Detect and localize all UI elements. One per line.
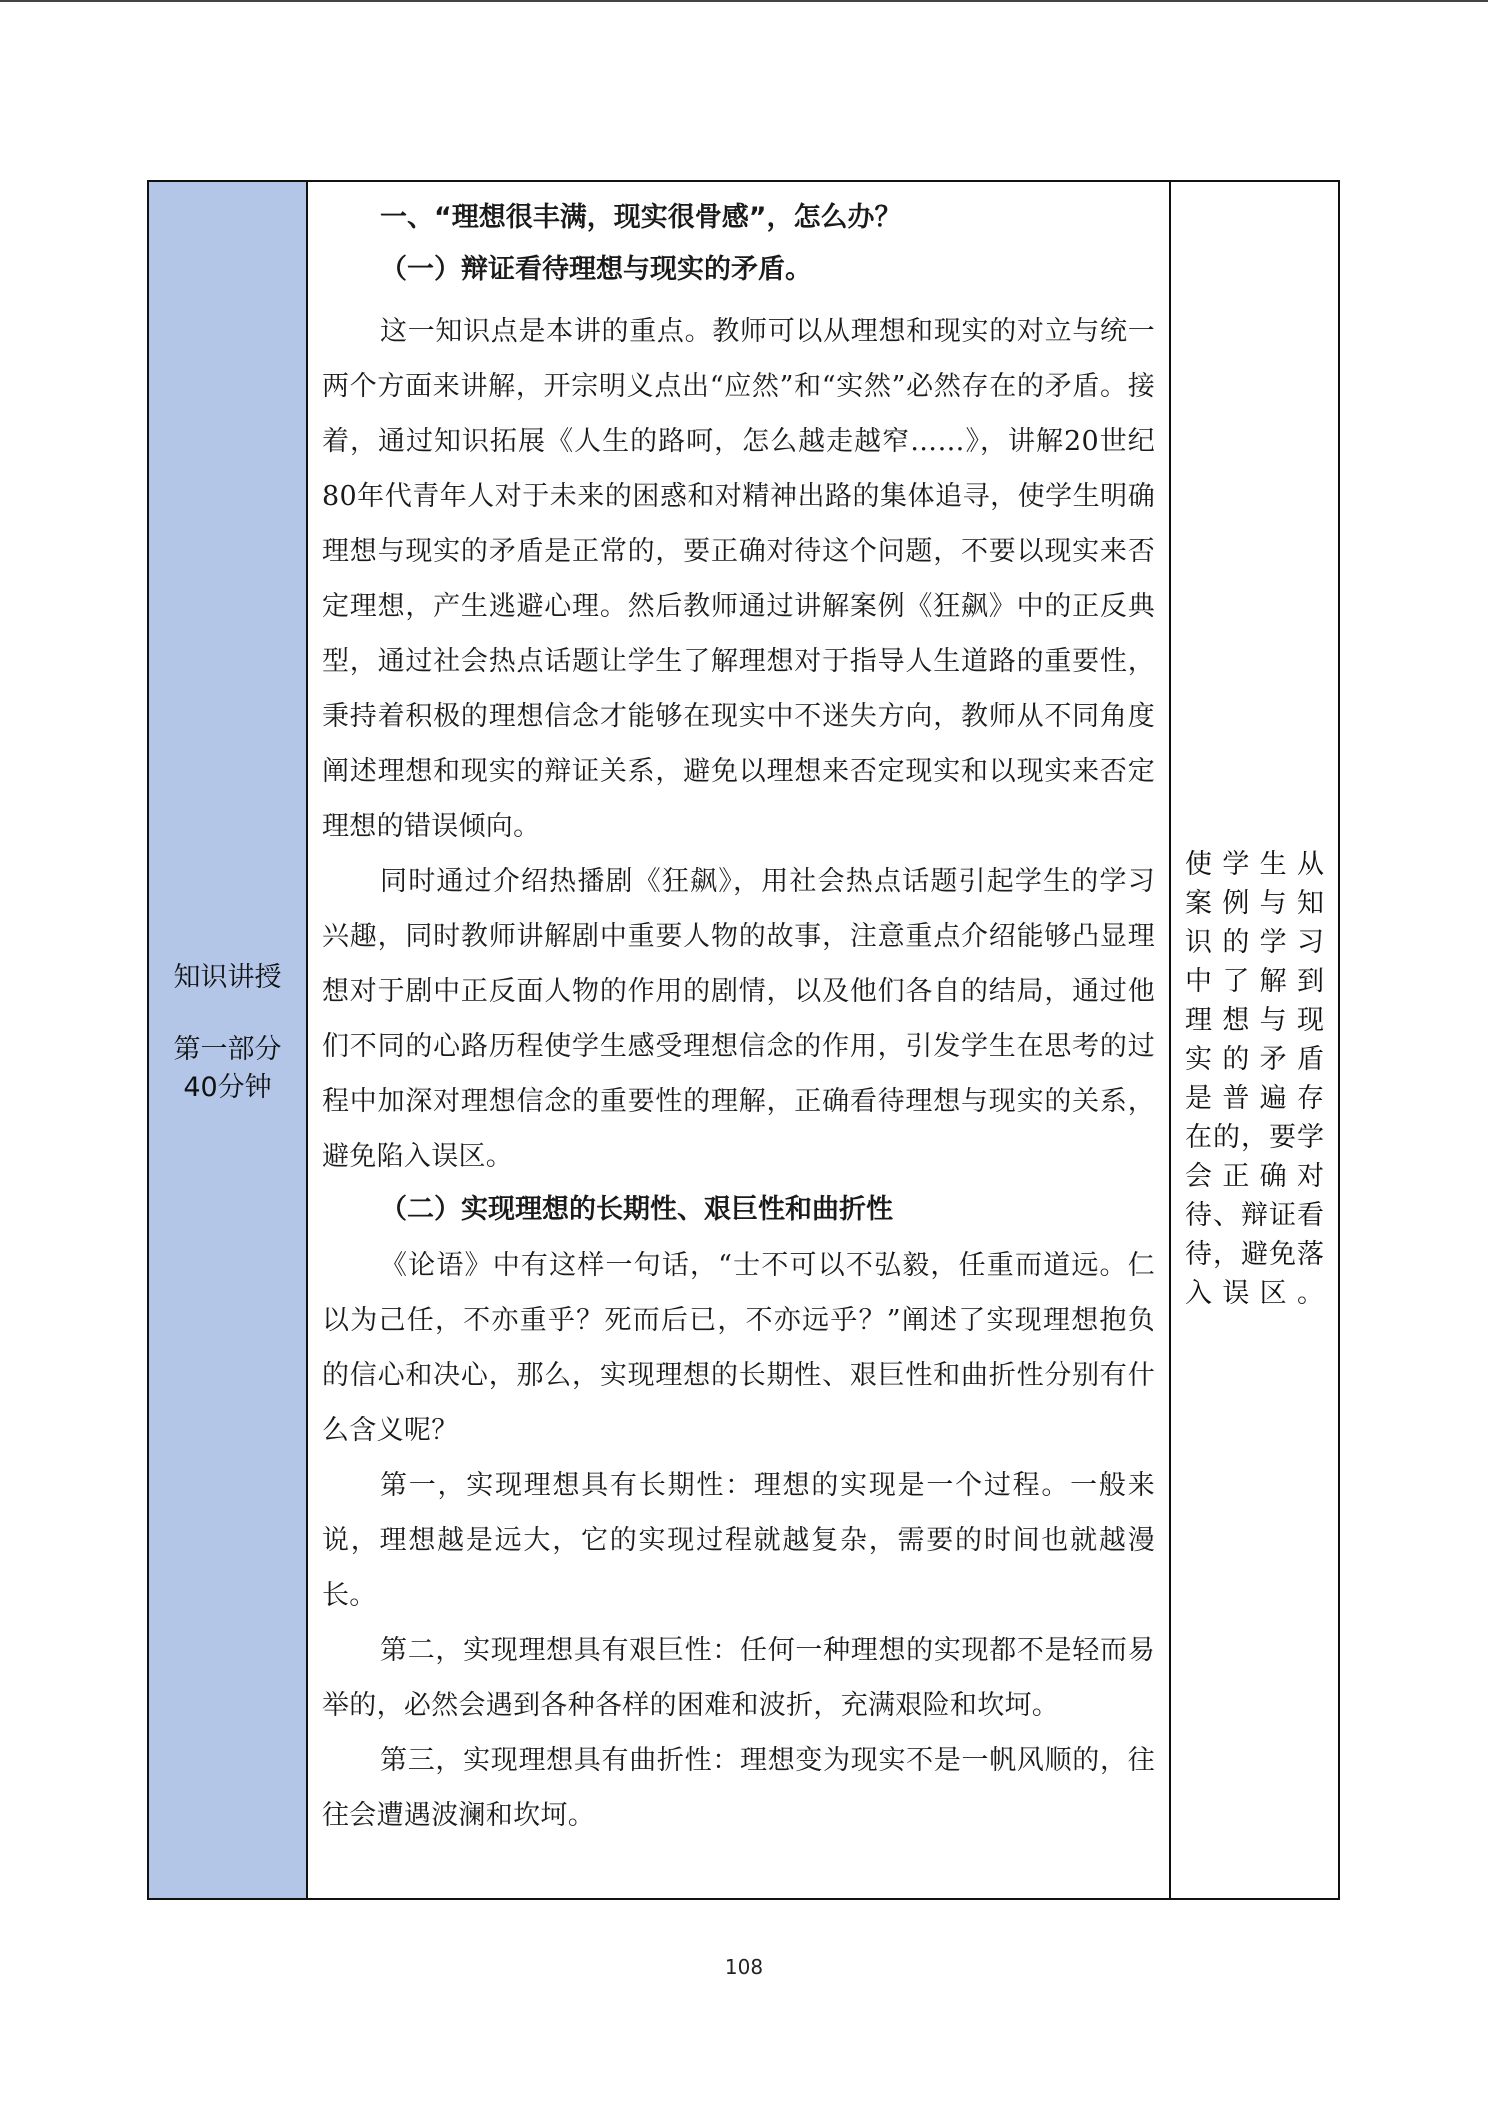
design-intent-text xyxy=(1185,845,1324,1313)
intent-line: 中了解到 xyxy=(1185,966,1324,997)
intent-line: 理想与现 xyxy=(1185,1005,1324,1036)
intent-line: 待、辩证看 xyxy=(1185,1200,1324,1231)
content-paragraph: 第二，实现理想具有艰巨性：任何一种理想的实现都不是轻而易举的，必然会遇到各种各样的困难和波折，充满艰险和坎坷。 xyxy=(322,1635,1155,1721)
section-heading: 一、“理想很丰满，现实很骨感”，怎么办？ xyxy=(380,202,902,233)
top-border-rule xyxy=(0,0,1488,2)
intent-line: 在的，要学 xyxy=(1185,1122,1324,1153)
teaching-stage-label xyxy=(149,959,306,1107)
intent-line: 入误区。 xyxy=(1185,1278,1324,1309)
intent-line: 是普遍存 xyxy=(1185,1083,1324,1114)
teaching-content-column xyxy=(308,182,1171,1898)
teaching-stage-column xyxy=(149,182,308,1898)
stage-duration: 40分钟 xyxy=(183,1072,272,1103)
intent-line: 识的学习 xyxy=(1185,927,1324,958)
intent-line: 案例与知 xyxy=(1185,888,1324,919)
design-intent-column xyxy=(1171,182,1338,1898)
content-paragraph: 同时通过介绍热播剧《狂飙》，用社会热点话题引起学生的学习兴趣，同时教师讲解剧中重要人物的故事，注意重点介绍能够凸显理想对于剧中正反面人物的作用的剧情，以及他们各自的结局，通过他们不同的心路历程使学生感受理想信念的作用，引发学生在思考的过程中加深对理想信念的重要性的理解，正确看待理想与现实的关系，避免陷入误区。 xyxy=(322,866,1155,1172)
intent-line: 待，避免落 xyxy=(1185,1239,1324,1270)
stage-part: 第一部分 xyxy=(173,1034,282,1065)
content-paragraph: 第三，实现理想具有曲折性：理想变为现实不是一帆风顺的，往往会遭遇波澜和坎坷。 xyxy=(322,1745,1155,1831)
intent-line: 实的矛盾 xyxy=(1185,1044,1324,1075)
intent-line: 会正确对 xyxy=(1185,1161,1324,1192)
page-number: 108 xyxy=(724,1955,764,1979)
content-paragraph: 这一知识点是本讲的重点。教师可以从理想和现实的对立与统一两个方面来讲解，开宗明义点出“应然”和“实然”必然存在的矛盾。接着，通过知识拓展《人生的路呵，怎么越走越窄……》，讲解20世纪80年代青年人对于未来的困惑和对精神出路的集体追寻，使学生明确理想与现实的矛盾是正常的，要正确对待这个问题，不要以现实来否定理想，产生逃避心理。然后教师通过讲解案例《狂飙》中的正反典型，通过社会热点话题让学生了解理想对于指导人生道路的重要性，秉持着积极的理想信念才能够在现实中不迷失方向，教师从不同角度阐述理想和现实的辩证关系，避免以理想来否定现实和以现实来否定理想的错误倾向。 xyxy=(322,316,1155,842)
content-paragraph: 第一，实现理想具有长期性：理想的实现是一个过程。一般来说，理想越是远大，它的实现过程就越复杂，需要的时间也就越漫长。 xyxy=(322,1470,1155,1611)
stage-name: 知识讲授 xyxy=(173,962,282,993)
intent-line: 使学生从 xyxy=(1185,849,1324,880)
subsection-heading-1: （一）辩证看待理想与现实的矛盾。 xyxy=(380,254,812,285)
lesson-plan-table xyxy=(147,180,1340,1900)
subsection-heading-2: （二）实现理想的长期性、艰巨性和曲折性 xyxy=(380,1194,893,1225)
content-paragraph: 《论语》中有这样一句话，“士不可以不弘毅，任重而道远。仁以为己任，不亦重乎？死而后已，不亦远乎？”阐述了实现理想抱负的信心和决心，那么，实现理想的长期性、艰巨性和曲折性分别有什么含义呢？ xyxy=(322,1250,1155,1446)
